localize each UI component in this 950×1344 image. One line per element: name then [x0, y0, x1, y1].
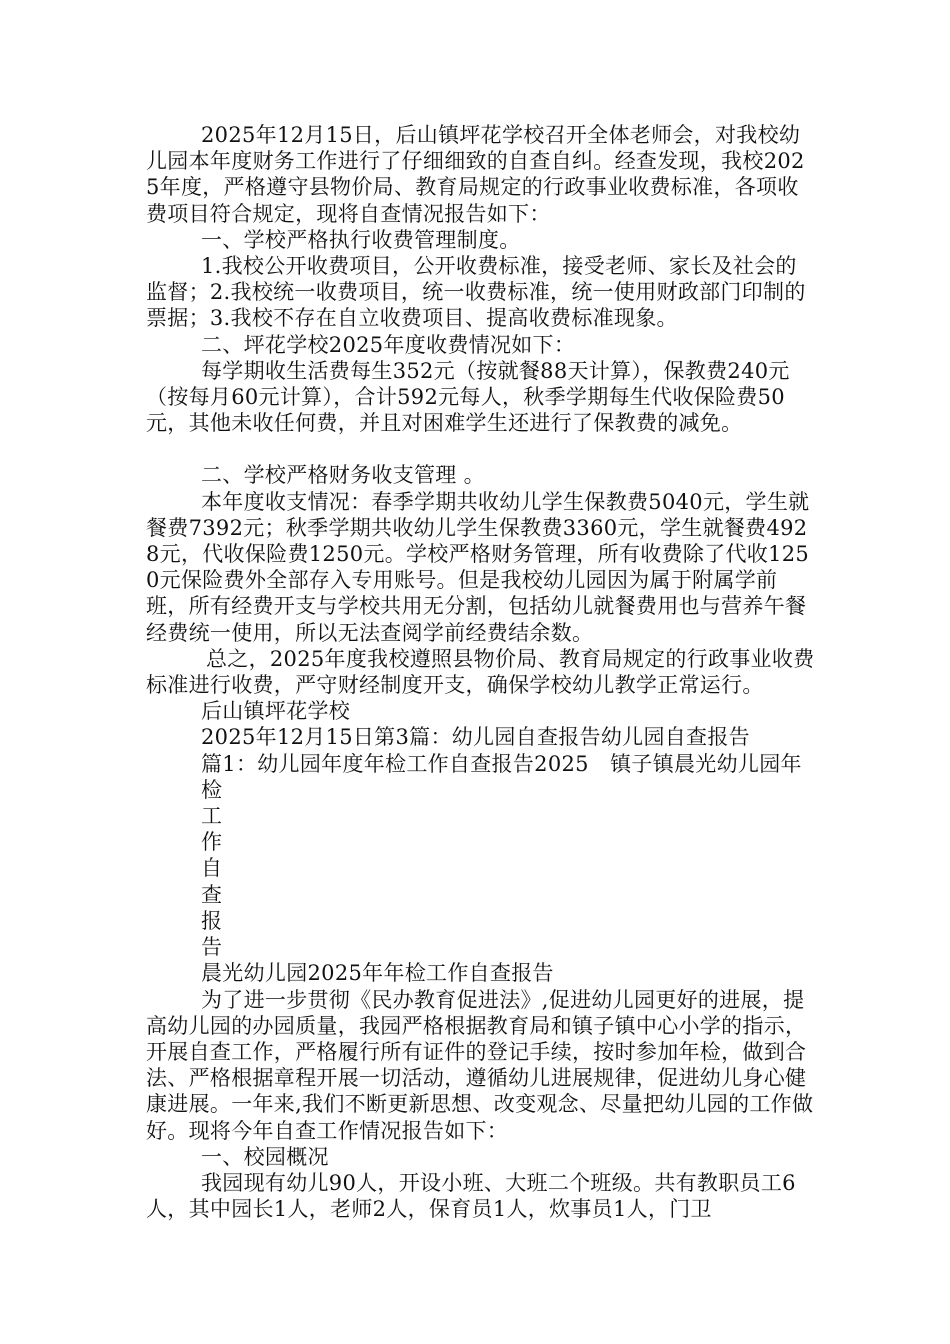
vertical-char: 工	[201, 804, 223, 829]
paragraph-conclusion: 总之，2025年度我校遵照县物价局、教育局规定的行政事业收费标准进行收费，严守财经制度开支，确保学校幼儿教学正常运行。	[146, 646, 815, 698]
paragraph-income-expense: 本年度收支情况：春季学期共收幼儿学生保教费5040元，学生就餐费7392元；秋季学期共收幼儿学生保教费3360元，学生就餐费4928元，代收保险费1250元。学校严格财务管理，所有收费除了代收1250元保险费外全部存入专用账号。但是我校幼儿园因为属于附属学前班，所有经费开支与学校共用无分割，包括幼儿就餐费用也与营养午餐经费统一使用，所以无法查阅学前经费结余数。	[146, 489, 810, 645]
vertical-char: 自	[201, 856, 223, 881]
vertical-heading	[146, 777, 818, 960]
heading-fee-management: 一、学校严格执行收费管理制度。	[201, 227, 521, 252]
heading-fee-situation: 二、坪花学校2025年度收费情况如下：	[201, 332, 576, 357]
vertical-char: 检	[201, 777, 223, 802]
paragraph-report-intro: 为了进一步贯彻《民办教育促进法》,促进幼儿园更好的进展，提高幼儿园的办园质量，我园严格根据教育局和镇子镇中心小学的指示，开展自查工作，严格履行所有证件的登记手续，按时参加年检，做到合法、严格根据章程开展一切活动，遵循幼儿进展规律，促进幼儿身心健康进展。一年来,我们不断更新思想、改变观念、尽量把幼儿园的工作做好。现将今年自查工作情况报告如下：	[146, 987, 814, 1143]
paragraph-fee-rules: 1.我校公开收费项目，公开收费标准，接受老师、家长及社会的监督；2.我校统一收费项目，统一收费标准，统一使用财政部门印制的票据；3.我校不存在自立收费项目、提高收费标准现象。	[146, 254, 806, 331]
paragraph-intro: 2025年12月15日，后山镇坪花学校召开全体老师会，对我校幼儿园本年度财务工作进行了仔细细致的自查自纠。经查发现，我校2025年度，严格遵守县物价局、教育局规定的行政事业收费标准，各项收费项目符合规定，现将自查情况报告如下：	[146, 123, 805, 226]
document-body	[146, 122, 818, 1222]
line-date-and-part3: 2025年12月15日第3篇：幼儿园自查报告幼儿园自查报告	[201, 725, 750, 750]
paragraph-campus-overview: 我园现有幼儿90人，开设小班、大班二个班级。共有教职员工6人，其中园长1人，老师2人，保育员1人，炊事员1人，门卫	[146, 1170, 796, 1222]
vertical-char: 告	[201, 935, 223, 960]
report-title: 晨光幼儿园2025年年检工作自查报告	[201, 961, 554, 986]
heading-campus-overview: 一、校园概况	[201, 1144, 329, 1169]
heading-finance-management: 二、学校严格财务收支管理 。	[201, 463, 485, 488]
vertical-char: 作	[201, 830, 223, 855]
signature-school: 后山镇坪花学校	[201, 699, 351, 724]
paragraph-fee-details: 每学期收生活费每生352元（按就餐88天计算），保教费240元（按每月60元计算），合计592元每人，秋季学期每生代收保险费50元，其他未收任何费，并且对困难学生还进行了保教费的减免。	[146, 358, 790, 436]
vertical-char: 查	[201, 882, 223, 907]
blank-line	[146, 436, 818, 462]
vertical-char: 报	[201, 908, 223, 933]
line-part1-title: 篇1：幼儿园年度年检工作自查报告2025 镇子镇晨光幼儿园年	[201, 751, 802, 776]
